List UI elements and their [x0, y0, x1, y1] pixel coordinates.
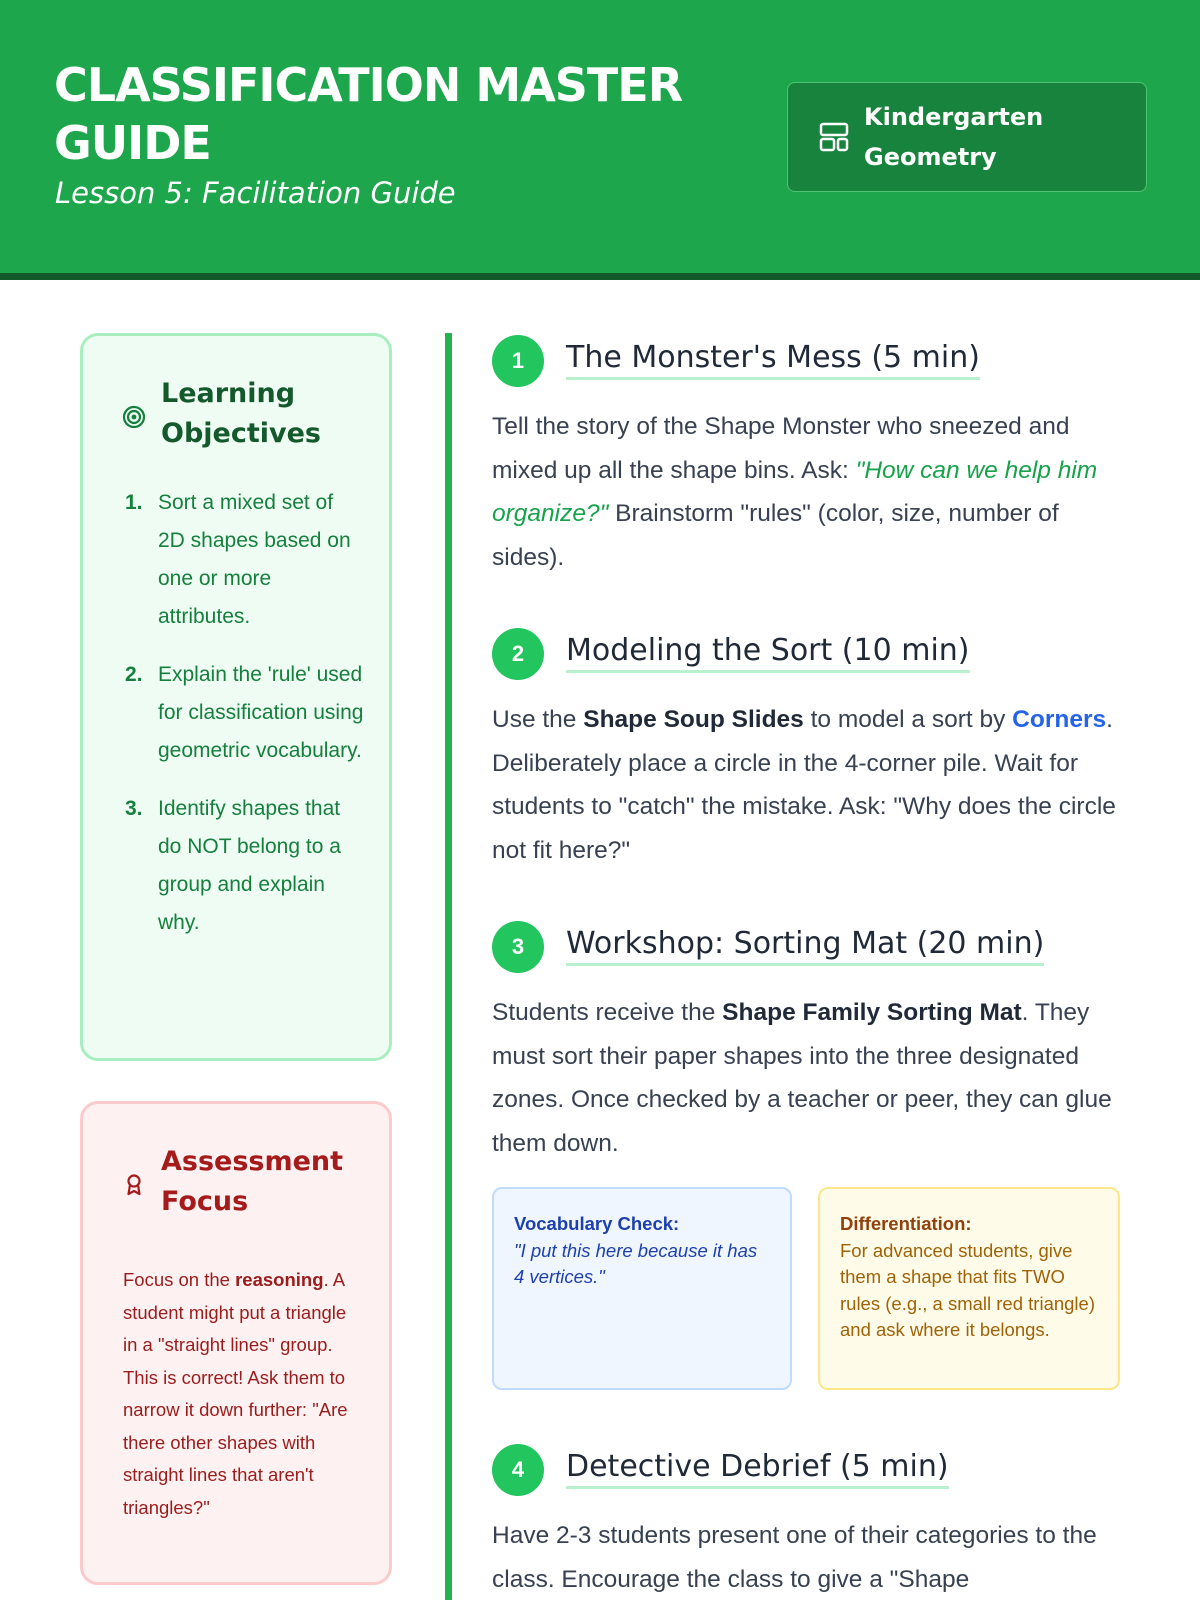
page-title: CLASSIFICATION MASTER GUIDE	[54, 58, 683, 170]
step-title: Detective Debrief (5 min)	[566, 1448, 949, 1489]
step-body: Tell the story of the Shape Monster who sneezed and mixed up all the shape bins. Ask: "How can we help him organize?" Brainstorm "rules" (color, size, number of sides).	[492, 413, 1098, 571]
objective-text: Identify shapes that do NOT belong to a group and explain why.	[158, 797, 341, 934]
award-icon	[121, 1172, 147, 1198]
timeline-line	[445, 333, 452, 1600]
target-icon	[121, 404, 147, 430]
assessment-focus-card	[80, 1101, 392, 1585]
callout-label: Vocabulary Check:	[514, 1213, 680, 1234]
objectives-list	[125, 484, 365, 962]
objective-item	[125, 484, 365, 636]
step-body: Use the Shape Soup Slides to model a sort by Corners. Deliberately place a circle in the 4-corner pile. Wait for students to "catch" the mistake. Ask: "Why does the circle not fit here?"	[492, 706, 1116, 864]
assessment-text: Focus on the reasoning. A student might put a triangle in a "straight lines" group. This is correct! Ask them to narrow it down further: "Are there other shapes with straight lines that aren't triangles?"	[123, 1269, 348, 1518]
step-number-badge: 2	[492, 628, 544, 680]
objectives-title: Learning Objectives	[161, 378, 321, 449]
step-body: Have 2-3 students present one of their categories to the class. Encourage the class to give a "Shape	[492, 1522, 1097, 1593]
step-title: The Monster's Mess (5 min)	[566, 339, 980, 380]
step-number-badge: 4	[492, 1444, 544, 1496]
page-subtitle: Lesson 5: Facilitation Guide	[55, 176, 456, 210]
page-header	[0, 0, 1200, 280]
differentiation-callout	[818, 1187, 1120, 1390]
objective-item	[125, 656, 365, 770]
step-number-badge: 3	[492, 921, 544, 973]
learning-objectives-card	[80, 333, 392, 1061]
step-number-badge: 1	[492, 335, 544, 387]
grade-badge-text: Kindergarten Geometry	[864, 103, 1044, 171]
callout-label: Differentiation:	[840, 1213, 972, 1234]
grade-badge	[787, 82, 1147, 192]
layout-icon	[818, 121, 850, 153]
step-title: Workshop: Sorting Mat (20 min)	[566, 925, 1044, 966]
objective-item	[125, 790, 365, 942]
callout-text: For advanced students, give them a shape that fits TWO rules (e.g., a small red triangle) and ask where it belongs.	[840, 1239, 1095, 1340]
step-title: Modeling the Sort (10 min)	[566, 632, 970, 673]
step-body: Students receive the Shape Family Sorting Mat. They must sort their paper shapes into the three designated zones. Once checked by a teacher or peer, they can glue them down.	[492, 999, 1112, 1157]
callout-text: "I put this here because it has 4 vertices."	[514, 1239, 758, 1287]
objective-text: Explain the 'rule' used for classification using geometric vocabulary.	[158, 663, 364, 762]
assessment-title: Assessment Focus	[161, 1146, 344, 1217]
vocabulary-check-callout	[492, 1187, 792, 1390]
objective-number: 2.	[125, 663, 143, 686]
corners-link[interactable]: Corners	[1012, 706, 1107, 733]
objective-number: 3.	[125, 797, 143, 820]
objective-number: 1.	[125, 491, 143, 514]
objective-text: Sort a mixed set of 2D shapes based on one or more attributes.	[158, 491, 351, 628]
